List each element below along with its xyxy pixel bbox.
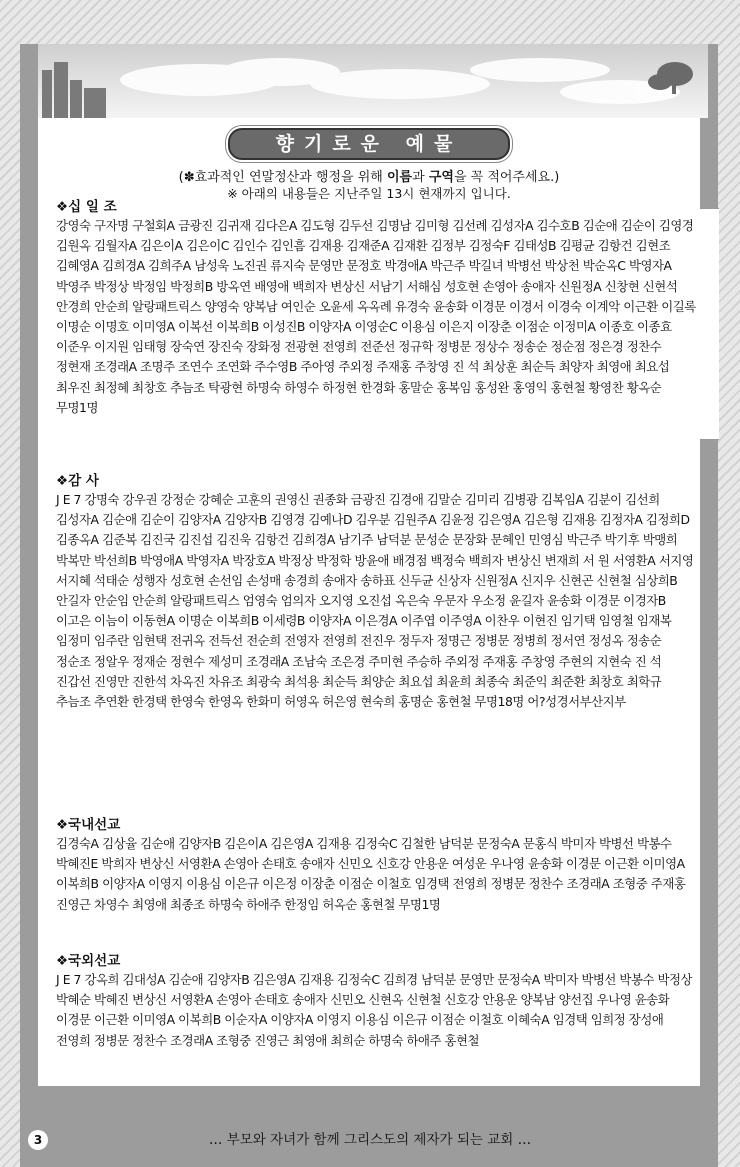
note-area-keyword: 구역 xyxy=(428,170,454,185)
header-sky-illustration xyxy=(20,22,708,118)
note-prefix: (✽효과적인 연말정산과 행정을 위해 xyxy=(178,170,387,185)
donor-list: 강영숙 구자명 구철회A 금광진 김귀재 김다은A 김도형 김두선 김명남 김미형 김선례 김성자A 김수호B 김순애 김순이 김영경 김원옥 김월자A 김은이A 김은이C 김인수 김인흠 김재용 김재준A 김재환 김정부 김정숙F 김태성B 김평균 김항건 김현조 김혜영A 김희경A 김희주A 남성욱 노진권 류지숙 문영만 문정호 박경애A 박근주 박길녀 박병선 박상천 박순옥C 박영자A 박영주 박정상 박정임 박정희B 방옥연 배영애 백희자 변상신 서남기 서해심 성호현 손영아 송애자 신원정A 신창현 신현석 안경희 안순희 알랑패트릭스 양영숙 양복남 여인순 오윤세 옥옥례 유경숙 윤송화 이경문 이경서 이경숙 이계악 이근환 이길록 이명순 이명호 이미영A 이복선 이복희B 이성진B 이양자A 이영순C 이용심 이은지 이장춘 이점순 이정미A 이종호 이종효 이준우 이지원 임태형 장숙연 장진숙 장화정 전광현 전영희 전준선 정규학 정병문 정상수 정송순 정순점 정은경 정찬수 정현재 조경래A 조명주 조연수 조연화 주수영B 주아영 주외정 주재홍 주창영 진 석 최상훈 최순득 최양자 최영애 최요섭 최우진 최정혜 최창호 추늠조 탁광현 하명숙 하영수 하정현 한경화 홍말순 홍복임 홍성완 홍영익 홍현철 황영찬 황옥순 무명1명 xyxy=(56,218,696,415)
section-overseas-mission xyxy=(56,952,696,1051)
section-title: ❖국외선교 xyxy=(56,953,121,969)
section-title: ❖감 사 xyxy=(56,473,99,489)
note-mid: 과 xyxy=(412,170,429,185)
instruction-note xyxy=(38,166,700,185)
section-domestic-mission xyxy=(56,816,696,915)
section-title: ❖십 일 조 xyxy=(56,199,117,215)
donor-list: J E 7 강옥희 김대성A 김순애 김양자B 김은영A 김재용 김정숙C 김희경 남덕분 문영만 문정숙A 박미자 박병선 박봉수 박정상 박혜순 박혜진 변상신 서영환A 손영아 손태호 송애자 신민오 신현옥 신현철 신호강 안용운 양복남 양선집 우나영 윤송화 이경문 이근환 이미영A 이복희B 이순자A 이양자A 이영지 이용심 이은규 이점순 이철호 이혜숙A 임경택 임희정 장성애 전영희 정병문 정찬수 조경래A 조형중 진영근 최영애 최희순 하명숙 하애주 홍현철 xyxy=(56,972,693,1048)
footer-motto: … 부모와 자녀가 함께 그리스도의 제자가 되는 교회 … xyxy=(208,1132,532,1148)
title-wrapper xyxy=(38,118,700,160)
cutoff-note: ※ 아래의 내용들은 지난주일 13시 현재까지 입니다. xyxy=(227,186,511,201)
section-tithe xyxy=(56,198,696,418)
content-panel xyxy=(38,118,700,1086)
donor-list: 김경숙A 김상율 김순애 김양자B 김은이A 김은영A 김재용 김정숙C 김철한 남덕분 문정숙A 문홍식 박미자 박병선 박봉수 박혜진E 박희자 변상신 서영환A 손영아 손태호 송애자 신민오 신호강 안용운 여성운 우나영 윤송화 이경문 이근환 이미영A 이복희B 이양자A 이영지 이용심 이은규 이은정 이장춘 이점순 이철호 임경택 전영희 정병문 정찬수 조경래A 조형중 주재홍 진영근 차영수 최영애 최종조 하명숙 하애주 한정임 허옥순 홍현철 무명1명 xyxy=(56,836,686,912)
section-thanksgiving xyxy=(56,472,696,712)
donor-list: J E 7 강명숙 강우권 강정순 강혜순 고훈의 권영신 권종화 금광진 김경애 김말순 김미리 김병광 김복임A 김분이 김선희 김성자A 김순애 김순이 김양자A 김양자B 김영경 김예나D 김우분 김원주A 김윤정 김은영A 김은형 김재용 김정자A 김정희D 김종옥A 김준복 김진국 김진섭 김진욱 김항건 김희경A 남기주 남덕분 문성순 문장화 문혜인 민영심 박근주 박기후 박맹희 박복만 박선희B 박영애A 박영자A 박장호A 박정상 박정학 방윤애 배경점 백정숙 백희자 변상신 변재희 서 원 서영환A 서지영 서지혜 석태순 성행자 성호현 손선임 손성매 송경희 송애자 송하표 신두균 신상자 신원정A 신지우 신현곤 신현철 심상희B 안길자 안순임 안순희 알랑패트릭스 엄영숙 엄의자 오지영 오진섭 옥은숙 우문자 우소정 윤길자 윤송화 이경문 이경자B 이고은 이늠이 이동현A 이명순 이복희B 이세령B 이양자A 이은경A 이주엽 이주영A 이찬우 이현진 임기택 임영철 임재복 임정미 임주란 임현택 전귀옥 전득선 전순희 전영자 전영희 전진우 정두자 정명근 정병문 정병희 정서연 정성옥 정송순 정순조 정알우 정재순 정현수 제성미 조경래A 조남숙 조은경 주미현 주승하 주외정 주재홍 주창영 주현의 지현숙 진 석 진갑선 진영만 진한석 차옥진 차유조 최광숙 최석용 최순득 최양순 최요섭 최윤희 최종숙 최준익 최준환 최창호 최학규 추늠조 추연환 한경택 한영숙 한영옥 한화미 허영옥 허은영 현숙희 홍명순 홍현철 무명18명 어?성경서부산지부 xyxy=(56,492,694,710)
note-name-keyword: 이름 xyxy=(386,170,413,185)
section-title: ❖국내선교 xyxy=(56,817,121,833)
note-suffix: 을 꼭 적어주세요.) xyxy=(453,170,560,185)
page-number: 3 xyxy=(28,1130,48,1150)
page-title: 향기로운 예물 xyxy=(228,128,510,160)
